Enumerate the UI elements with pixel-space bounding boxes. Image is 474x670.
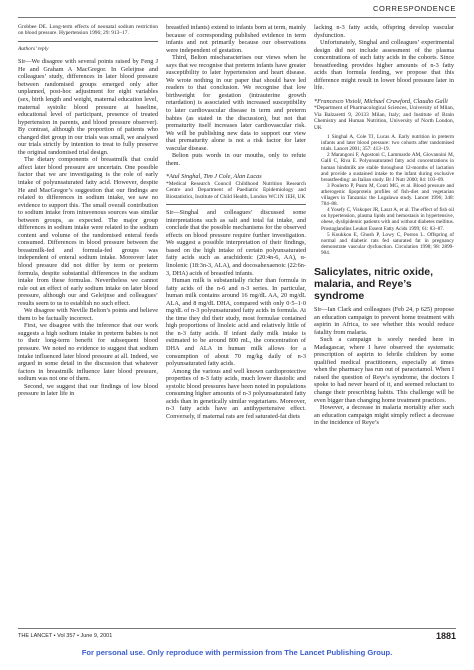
- column-2: [166, 24, 306, 420]
- reference-item: 5 Koukkou E, Ghosh P, Lowy C, Poston L. Offspring of normal and diabetic rats fed saturated fat in pregnancy demonstrate vascular dysfunction. Circulation 1998; 98: 2899-904.: [321, 231, 454, 256]
- divider: [166, 204, 306, 205]
- letter-paragraph: lacking n-3 fatty acids, offspring develop vascular dysfunction.: [314, 24, 454, 39]
- letter-paragraph: breastfed infants) extend to infants born at term, mainly because of corresponding published evidence in term infants and not primarily because our observations were independent of gestation.: [166, 24, 306, 54]
- section-label: CORRESPONDENCE: [373, 4, 456, 13]
- reference-list: [314, 134, 454, 256]
- letter-paragraph: Such a campaign is sorely needed here in Madagascar, where I have observed the systematic prescription of aspirin to febrile children by some qualified medical practitioners, especially at times when the pharmacy has run out of paracetamol. When I raised the question of Reye’s syndrome, the doctors I spoke to had never heard of it, and seemed reluctant to change their prescribing habits. This challenge will be even bigger than changing home treatment practices.: [314, 336, 454, 404]
- reference-item: 4 Yosefy C, Viskoper JR, Laszt A, et al. The effect of fish oil on hypertension, plasma lipids and hemostasis in hypertensive, obese, dyslipidemic patients with and without diabetes mellitus. Prostaglandins Leukot Essent Fatty Acids 1999; 61: 83–87.: [321, 207, 454, 232]
- column-3: [314, 24, 454, 427]
- letter-paragraph: First, we disagree with the inference that our work suggests a high sodium intake in preterm babies is not to their long-term benefit for subsequent blood pressure. We noted no evidence to suggest that sodium intake influenced later blood pressure at all. Indeed, we argued in some detail in the discussion that whatever factors in breastmilk influence later blood pressure, sodium was not one of them.: [18, 322, 158, 383]
- letter-paragraph: Human milk is substantially richer than formula in fatty acids of the n-6 and n-3 series. In particular, human milk contains around 16 mg/dL AA, 20 mg/dL ALA, and 8 mg/dL DHA, compared with only 0·5–1·0 mg/dL of n-3 polyunsaturated fatty acids in formula. At the time they did their study, most formulae contained high proportions of linoleic acid and relatively little of the n-3 fatty acids. If infant daily milk intake is estimated to be around 800 mL, the concentration of DHA and ALA in human milk allows for a consumption of about 70 mg/kg daily of n-3 polyunsaturated fatty acids.: [166, 277, 306, 368]
- copyright-notice: For personal use. Only reproduce with permission from The Lancet Publishing Group.: [81, 648, 393, 657]
- journal-citation: THE LANCET • Vol 357 • June 9, 2001: [18, 633, 113, 639]
- letter-paragraph: Third, Belton mischaracterises our views when he says that we recognise that preterm infants have greater susceptibility to later hypertension and heart disease. We wrote nothing in our paper that should have led readers to that conclusion. We recognise that low birthweight for gestation (intrauterine growth retardation) is associated with increased susceptibility to later cardiovascular disease in term and preterm babies (as stated in the discussion), but not that prematurity itself increases later cardiovascular risk. We will be publishing new data to support our view that prematurity alone is not a risk factor for later vascular disease.: [166, 54, 306, 152]
- author-signature: *Atul Singhal, Tim J Cole, Alan Lucas: [166, 173, 262, 181]
- header-rule: [18, 17, 456, 18]
- letter-paragraph: Sir—Singhal and colleagues’ discussed some interpretations such as salt and total fat intake, and conclude that the possible mechanisms for the observed effects on blood pressure require further investigation. We suggest a possible interpretation of their findings, based on the high intake of certain polyunsaturated fatty acids such as arachidonic (20:4n-6, AA), α-linolenic (18:3n-3, ALA), and docosahexaenoic (22:6n-3, DHA) acids of breastfed infants.: [166, 209, 306, 277]
- author-affiliation: *Department of Pharmacological Sciences, University of Milan, Via Balzaretti 9, 20133 Milan, Italy; and Institute of Brain Chemistry and Human Nutrition, University of North London, UK: [314, 105, 454, 131]
- author-signature: *Francesco Visioli, Michael Crawford, Claudio Galli: [314, 97, 448, 105]
- letter-paragraph: Sir—We disagree with several points raised by Feng J He and Graham A MacGregor. In Geleijnse and colleagues’ study, differences in later blood pressure between randomised groups emerged only after unplanned, post-hoc adjustment for eight variables (sex, birth length and weight, maternal education level, maternal systolic blood pressure at baseline, educational level of participant, presence of treated hypertension in parents, and blood pressure observer). By contrast, although the proportion of patients who changed diet group in our trials was small, we analysed our trials strictly by intention to treat to fully preserve the original randomised trial design.: [18, 58, 158, 156]
- running-header: [0, 0, 474, 20]
- letter-paragraph: However, a decrease in malaria mortality after such an education campaign might simply reflect a decrease in the incidence of Reye’s: [314, 404, 454, 427]
- letter-paragraph: Second, we suggest that our findings of low blood pressure in later life in: [18, 382, 158, 398]
- letter-paragraph: Sir—Ian Clark and colleagues (Feb 24, p 625) propose an education campaign to prevent home treatment with aspirin in Africa, to see whether this would reduce fatality from malaria.: [314, 305, 454, 336]
- column-1: [18, 24, 158, 398]
- reference-item: Grobbee DE. Long-term effects of neonatal sodium restriction on blood pressure. Hypertension 1996; 29: 913–17.: [18, 24, 158, 37]
- divider: [18, 41, 158, 42]
- letter-paragraph: Unfortunately, Singhal and colleagues’ experimental design did not include assessment of the plasma concentrations of such fatty acids in the cohorts. Since breastfeeding provides higher amounts of n-3 fatty acids than formula feeding, we propose that this difference might result in lower blood pressure later in life.: [314, 39, 454, 92]
- letter-paragraph: The dietary components of breastmilk that could affect later blood pressure are uncertain. One possible factor that we are investigating is the role of early intake of polyunsaturated fatty acid. However, despite He and MacGregor’s suggestion that our findings are related to differences in sodium intake, we saw no evidence to support this. The small overall contribution to sodium intake from intravenous sources was similar between groups, as expected. The major group differences in sodium intake were related to the sodium content and volume of the randomised enteral feeds consumed. Differences in blood pressure between the breastmilk-fed and formula-fed groups was independent of enteral sodium intake. Moreover later blood pressure did not differ by term or preterm formula, despite substantial differences in the sodium intake from these formulas. Nevertheless we cannot rule out an effect of early sodium intake on later blood pressure, although our and Geleijnse and colleagues’ results seem to us to establish no such effect.: [18, 156, 158, 307]
- footer-rule: [18, 628, 456, 629]
- section-heading: Salicylates, nitric oxide, malaria, and Reye’s syndrome: [314, 265, 434, 302]
- letter-paragraph: We disagree with Neville Belton’s points and believe them to be factually incorrect.: [18, 307, 158, 322]
- reply-label: Authors’ reply: [18, 45, 49, 52]
- letter-paragraph: Among the various and well known cardioprotective properties of n-3 fatty acids, much lower diastolic and systolic blood pressures have been noted in populations consuming higher amounts of n-3 polyunsaturated fatty acids than in genetically similar vegetarians. Moreover, n-3 fatty acids have an antihypertensive effect. Conversely, if maternal rats are fed saturated-fat diets: [166, 367, 306, 420]
- reference-item: 3 Poulerto P, Pusm M, Conti MG, et al. Blood pressure and atherogenic lipoprotein profiles of fish-diet and vegetarian villagers in Tanzania: the Lugalawa study. Lancet 1996; 348: 784–88.: [321, 182, 454, 208]
- reference-item: 1 Singhal A, Cole TJ, Lucas A. Early nutrition in preterm infants and later blood pressure: two cohorts after randomised trials. Lancet 2001; 357: 413–19.: [321, 134, 454, 153]
- reference-item: 2 Marangoni F, Agostoni C, Lammardo AM, Giovannini M, Galli C, Riva E. Polyunsaturated fatty acid concentrations in human hindmilk are stable throughout 12-months of lactation and provide a sustained intake to the infant during exclusive breastfeeding: an Italian study. Br J Nutr 2000; 84: 103–09.: [321, 152, 454, 183]
- page-number: 1881: [435, 631, 456, 641]
- author-affiliation: *Medical Research Council Childhood Nutrition Research Centre and Department of Paediatric Epidemiology and Biostatistics, Institute of Child Health, London WC1N 1EH, UK: [166, 180, 306, 200]
- letter-paragraph: Belton puts words in our mouths, only to refute them.: [166, 152, 306, 167]
